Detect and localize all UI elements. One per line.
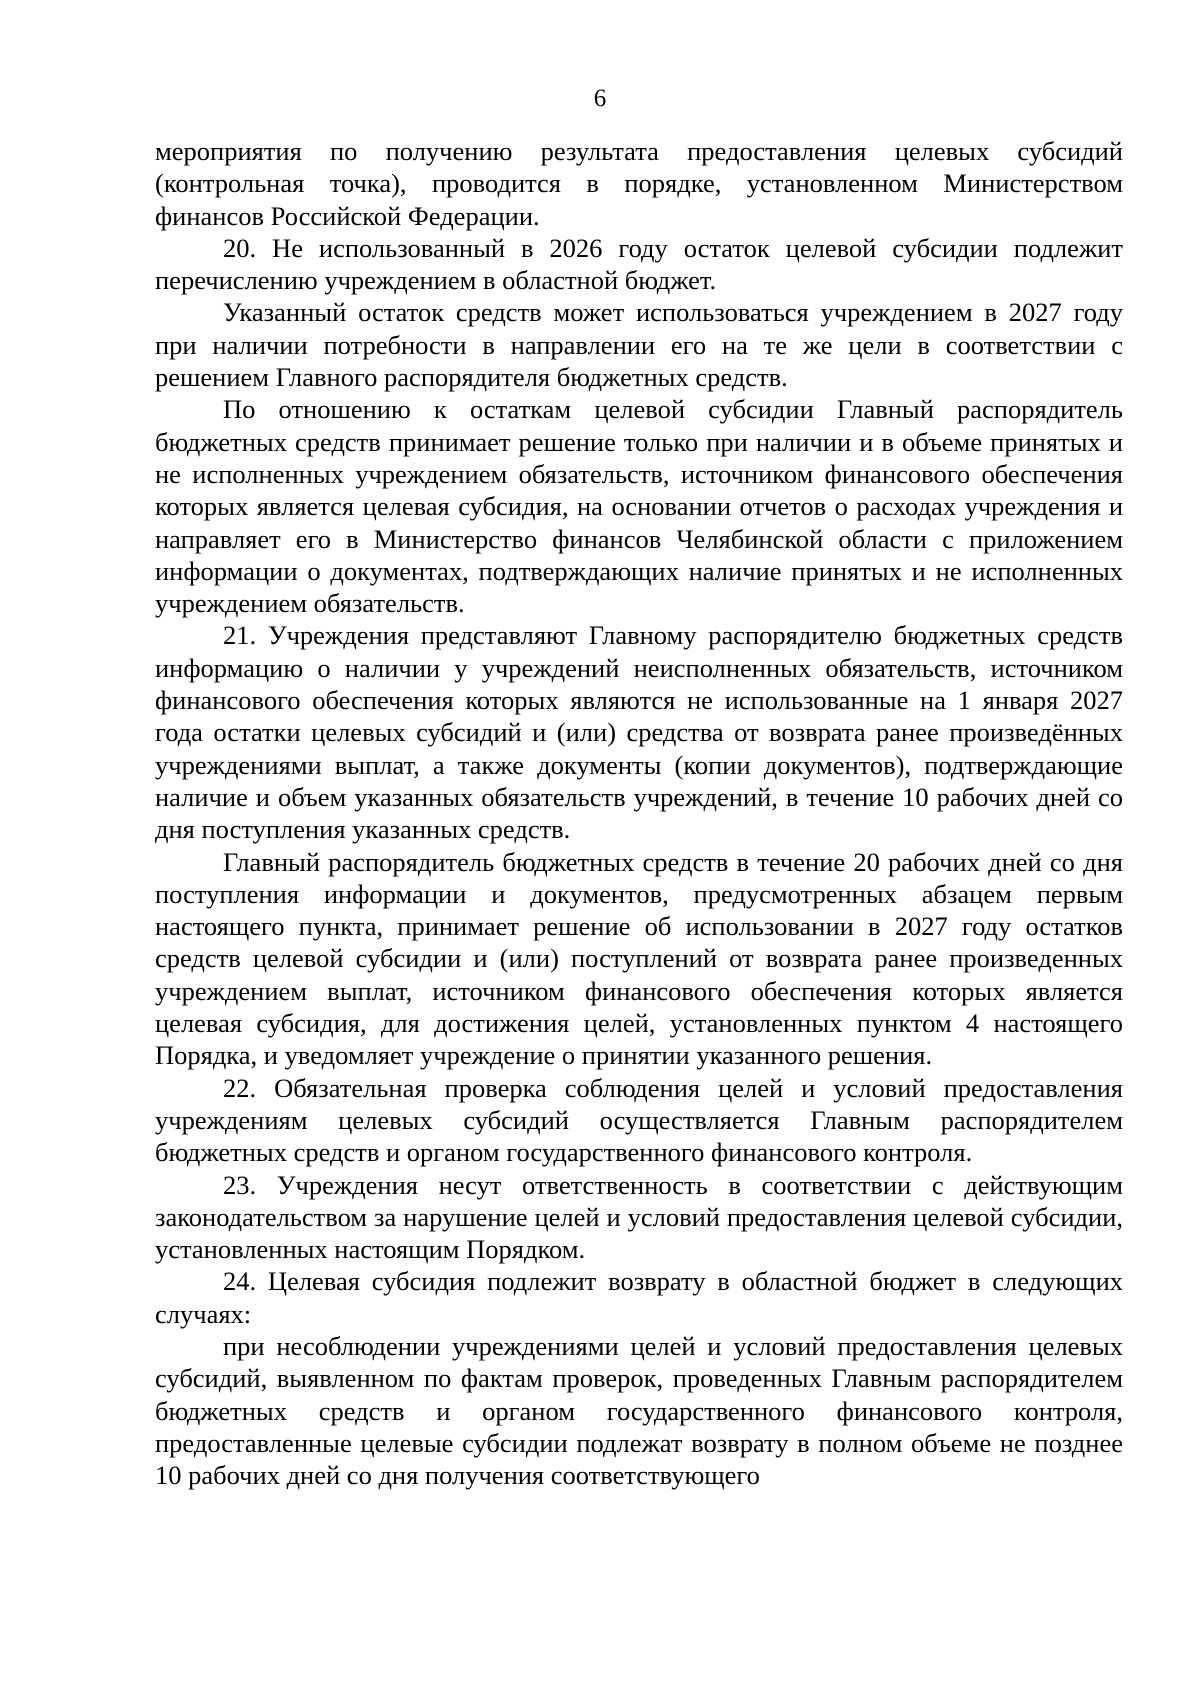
paragraph-item-20: 20. Не использованный в 2026 году остаток целевой субсидии подлежит перечислению учреждением в областной бюджет. (155, 232, 1123, 296)
paragraph-return-case: при несоблюдении учреждениями целей и условий предоставления целевых субсидий, выявленном по фактам проверок, проведенных Главным распорядителем бюджетных средств и органом государственного финансового контроля, предоставленные целевые субсидии подлежат возврату в полном объеме не позднее 10 рабочих дней со дня получения соответствующего (155, 1330, 1123, 1491)
paragraph-main-administrator-decision: Главный распорядитель бюджетных средств в течение 20 рабочих дней со дня поступления информации и документов, предусмотренных абзацем первым настоящего пункта, принимает решение об использовании в 2027 году остатков средств целевой субсидии и (или) поступлений от возврата ранее произведенных учреждением выплат, источником финансового обеспечения которых является целевая субсидия, для достижения целей, установленных пунктом 4 настоящего Порядка, и уведомляет учреждение о принятии указанного решения. (155, 846, 1123, 1071)
paragraph-item-22: 22. Обязательная проверка соблюдения целей и условий предоставления учреждениям целевых субсидий осуществляется Главным распорядителем бюджетных средств и органом государственного финансового контроля. (155, 1072, 1123, 1168)
paragraph-item-21: 21. Учреждения представляют Главному распорядителю бюджетных средств информацию о наличии у учреждений неисполненных обязательств, источником финансового обеспечения которых являются не использованные на 1 января 2027 года остатки целевых субсидий и (или) средства от возврата ранее произведённых учреждениями выплат, а также документы (копии документов), подтверждающие наличие и объем указанных обязательств учреждений, в течение 10 рабочих дней со дня поступления указанных средств. (155, 620, 1123, 845)
paragraph-remaining-decision: По отношению к остаткам целевой субсидии Главный распорядитель бюджетных средств принимает решение только при наличии и в объеме принятых и не исполненных учреждением обязательств, источником финансового обеспечения которых является целевая субсидия, на основании отчетов о расходах учреждения и направляет его в Министерство финансов Челябинской области с приложением информации о документах, подтверждающих наличие принятых и не исполненных учреждением обязательств. (155, 394, 1123, 619)
paragraph-item-23: 23. Учреждения несут ответственность в соответствии с действующим законодательством за нарушение целей и условий предоставления целевой субсидии, установленных настоящим Порядком. (155, 1169, 1123, 1265)
page-number: 6 (593, 85, 607, 112)
document-body (155, 135, 1123, 1491)
paragraph-remaining-funds: Указанный остаток средств может использоваться учреждением в 2027 году при наличии потребности в направлении его на те же цели в соответствии с решением Главного распорядителя бюджетных средств. (155, 297, 1123, 393)
paragraph-item-24: 24. Целевая субсидия подлежит возврату в областной бюджет в следующих случаях: (155, 1266, 1123, 1329)
paragraph-continuation: мероприятия по получению результата предоставления целевых субсидий (контрольная точка), проводится в порядке, установленном Министерством финансов Российской Федерации. (155, 136, 1123, 231)
